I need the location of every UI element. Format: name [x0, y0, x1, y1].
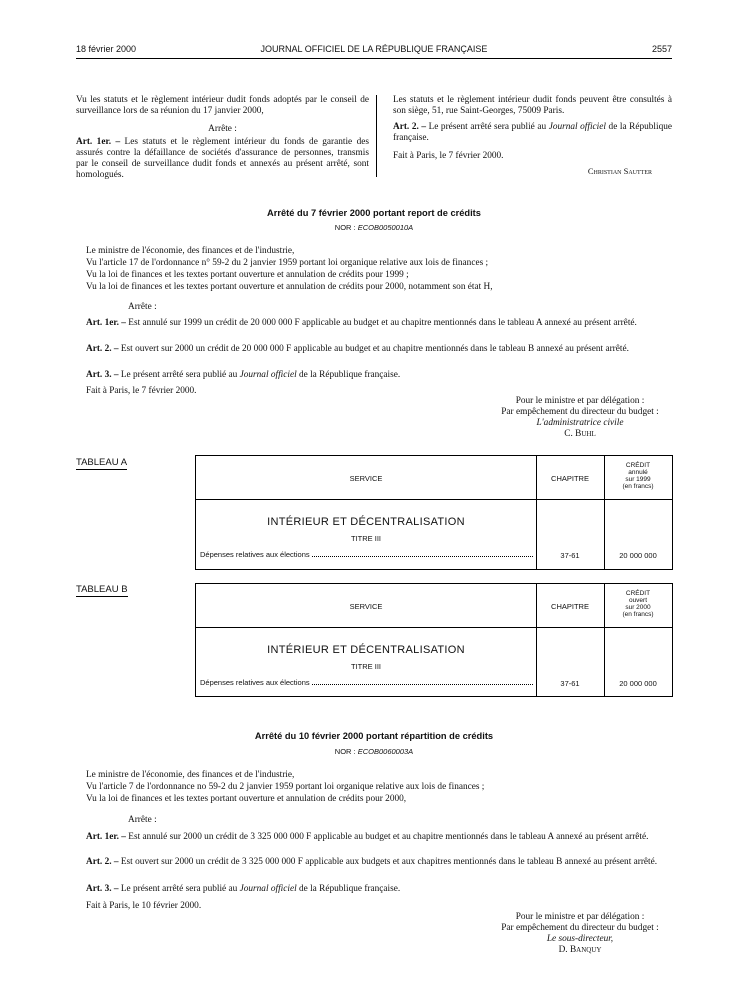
- decree1-title: Arrêté du 7 février 2000 portant report de crédits: [267, 208, 481, 218]
- section-title: INTÉRIEUR ET DÉCENTRALISATION: [267, 644, 465, 656]
- credit-line: CRÉDIT: [625, 590, 651, 597]
- tableau-b: [195, 583, 673, 697]
- nor-code: ECOB0050010A: [357, 223, 414, 232]
- art-label: Art. 2. –: [86, 857, 119, 867]
- sig-title: L'administratrice civile: [536, 418, 624, 428]
- leader-dots: [312, 684, 533, 685]
- decree2-arrete: Arrête :: [128, 815, 157, 825]
- prev-left-art1: [76, 137, 369, 181]
- col-chapitre: CHAPITRE: [551, 474, 589, 483]
- sig-line: Pour le ministre et par délégation :: [515, 396, 645, 406]
- prev-signature: Christian Sautter: [587, 166, 652, 176]
- decree1-art3: [86, 370, 400, 381]
- art-text-post: de la République française.: [393, 122, 673, 143]
- decree1-signature-block: [470, 396, 690, 440]
- decree2-art2: [76, 857, 672, 868]
- nor-label: NOR :: [334, 223, 356, 232]
- art-label: Art. 1er. –: [86, 318, 126, 328]
- table-header: [196, 584, 672, 628]
- decree1-nor: [0, 223, 748, 232]
- prev-fait: Fait à Paris, le 7 février 2000.: [393, 151, 504, 161]
- decree1-intro-line: Vu l'article 17 de l'ordonnance n° 59-2 du 2 janvier 1959 portant loi organique relative aux lois de finances ;: [86, 258, 489, 268]
- col-credit: [604, 590, 672, 618]
- row-chapitre: 37-61: [560, 679, 580, 688]
- credit-line: sur 1999: [625, 476, 651, 483]
- art-text: Est annulé sur 1999 un crédit de 20 000 000 F applicable au budget et au chapitre mentionnés dans le tableau A annexé au présent arrêté.: [128, 318, 637, 328]
- col-service: SERVICE: [349, 602, 383, 611]
- sig-name: C. Buhl: [564, 429, 596, 439]
- sig-title: Le sous-directeur,: [546, 934, 614, 944]
- decree1-intro-line: Vu la loi de finances et les textes portant ouverture et annulation de crédits pour 1999 ;: [86, 270, 409, 280]
- table-header: [196, 456, 672, 500]
- credit-line: annulé: [628, 469, 648, 476]
- nor-code: ECOB0060003A: [357, 747, 414, 756]
- column-divider: [376, 95, 377, 177]
- prev-left-para: Vu les statuts et le règlement intérieur dudit fonds adoptés par le conseil de surveillance lors de sa réunion du 17 janvier 2000,: [76, 95, 369, 116]
- decree2-title: Arrêté du 10 février 2000 portant répartition de crédits: [254, 731, 494, 741]
- credit-line: (en francs): [622, 483, 654, 490]
- nor-label: NOR :: [334, 747, 356, 756]
- decree2-fait: Fait à Paris, le 10 février 2000.: [86, 901, 202, 911]
- decree2-signature-block: [470, 912, 690, 956]
- header-rule: [76, 58, 672, 59]
- leader-dots: [312, 556, 533, 557]
- prev-left-arrete: Arrête :: [208, 124, 237, 134]
- decree1-art1: [76, 318, 672, 329]
- prev-right-para: Les statuts et le règlement intérieur dudit fonds peuvent être consultés à son siège, 51, rue Saint-Georges, 75009 Paris.: [393, 95, 672, 116]
- tableau-a: [195, 455, 673, 570]
- sig-name: D. Banquy: [558, 945, 602, 955]
- header-page-number: 2557: [651, 44, 672, 54]
- decree2-art3: [86, 884, 400, 895]
- table-row: [200, 678, 533, 687]
- header-date: 18 février 2000: [76, 44, 137, 54]
- journal-officiel: Journal officiel: [239, 370, 297, 380]
- decree1-intro-line: Vu la loi de finances et les textes portant ouverture et annulation de crédits pour 2000, notamment son état H,: [86, 282, 493, 292]
- decree2-nor: [0, 747, 748, 756]
- row-chapitre: 37-61: [560, 551, 580, 560]
- row-label: Dépenses relatives aux élections: [200, 550, 310, 559]
- journal-officiel: Journal officiel: [548, 122, 606, 132]
- tableau-b-label: TABLEAU B: [76, 584, 128, 595]
- art-text-pre: Le présent arrêté sera publié au: [120, 884, 238, 894]
- sig-line: Par empêchement du directeur du budget :: [501, 923, 659, 933]
- header-journal-title: JOURNAL OFFICIEL DE LA RÉPUBLIQUE FRANÇAISE: [260, 44, 488, 54]
- decree1-arrete: Arrête :: [128, 302, 157, 312]
- row-credit: 20 000 000: [619, 551, 657, 560]
- art-text-post: de la République française.: [299, 370, 401, 380]
- credit-line: ouvert: [628, 597, 648, 604]
- credit-line: (en francs): [622, 611, 654, 618]
- row-label: Dépenses relatives aux élections: [200, 678, 310, 687]
- section-title: INTÉRIEUR ET DÉCENTRALISATION: [267, 516, 465, 528]
- col-service: SERVICE: [349, 474, 383, 483]
- table-row: [200, 550, 533, 559]
- decree1-art2: [76, 344, 672, 355]
- tableau-a-label: TABLEAU A: [76, 457, 128, 468]
- decree1-fait: Fait à Paris, le 7 février 2000.: [86, 386, 197, 396]
- art-label: Art. 2. –: [86, 344, 119, 354]
- prev-right-art2: [393, 122, 672, 144]
- decree2-intro-line: Vu la loi de finances et les textes portant ouverture et annulation de crédits pour 2000,: [86, 794, 407, 804]
- art-text: Les statuts et le règlement intérieur du fonds de garantie des assurés contre la défaillance de sociétés d'assurance de personnes, transmis par le conseil de surveillance dudit fonds et annexés au présent arrêté, sont homologués.: [76, 137, 369, 180]
- art-label: Art. 3. –: [86, 884, 119, 894]
- row-credit: 20 000 000: [619, 679, 657, 688]
- col-credit: [604, 462, 672, 490]
- art-text: Est ouvert sur 2000 un crédit de 20 000 000 F applicable au budget et au chapitre mentionnés dans le tableau B annexé au présent arrêté.: [120, 344, 629, 354]
- credit-line: CRÉDIT: [625, 462, 651, 469]
- art-label: Art. 3. –: [86, 370, 119, 380]
- titre-label: TITRE III: [351, 662, 381, 671]
- decree1-intro-line: Le ministre de l'économie, des finances et de l'industrie,: [86, 246, 295, 256]
- decree2-intro-line: Vu l'article 7 de l'ordonnance no 59-2 du 2 janvier 1959 portant loi organique relative aux lois de finances ;: [86, 782, 485, 792]
- art-text-pre: Le présent arrêté sera publié au: [120, 370, 238, 380]
- credit-line: sur 2000: [625, 604, 651, 611]
- art-text: Est ouvert sur 2000 un crédit de 3 325 000 000 F applicable aux budgets et aux chapitres mentionnés dans le tableau B annexé au présent arrêté.: [120, 857, 658, 867]
- art-label: Art. 1er. –: [76, 137, 121, 147]
- art-label: Art. 1er. –: [86, 832, 126, 842]
- sig-line: Par empêchement du directeur du budget :: [501, 407, 659, 417]
- journal-officiel: Journal officiel: [239, 884, 297, 894]
- art-label: Art. 2. –: [393, 122, 426, 132]
- art-text-post: de la République française.: [299, 884, 401, 894]
- art-text: Est annulé sur 2000 un crédit de 3 325 000 000 F applicable au budget et au chapitre mentionnés dans le tableau A annexé au présent arrêté.: [128, 832, 649, 842]
- col-chapitre: CHAPITRE: [551, 602, 589, 611]
- decree2-intro-line: Le ministre de l'économie, des finances et de l'industrie,: [86, 770, 295, 780]
- decree2-art1: [76, 832, 672, 843]
- titre-label: TITRE III: [351, 534, 381, 543]
- art-text-pre: Le présent arrêté sera publié au: [428, 122, 547, 132]
- sig-line: Pour le ministre et par délégation :: [515, 912, 645, 922]
